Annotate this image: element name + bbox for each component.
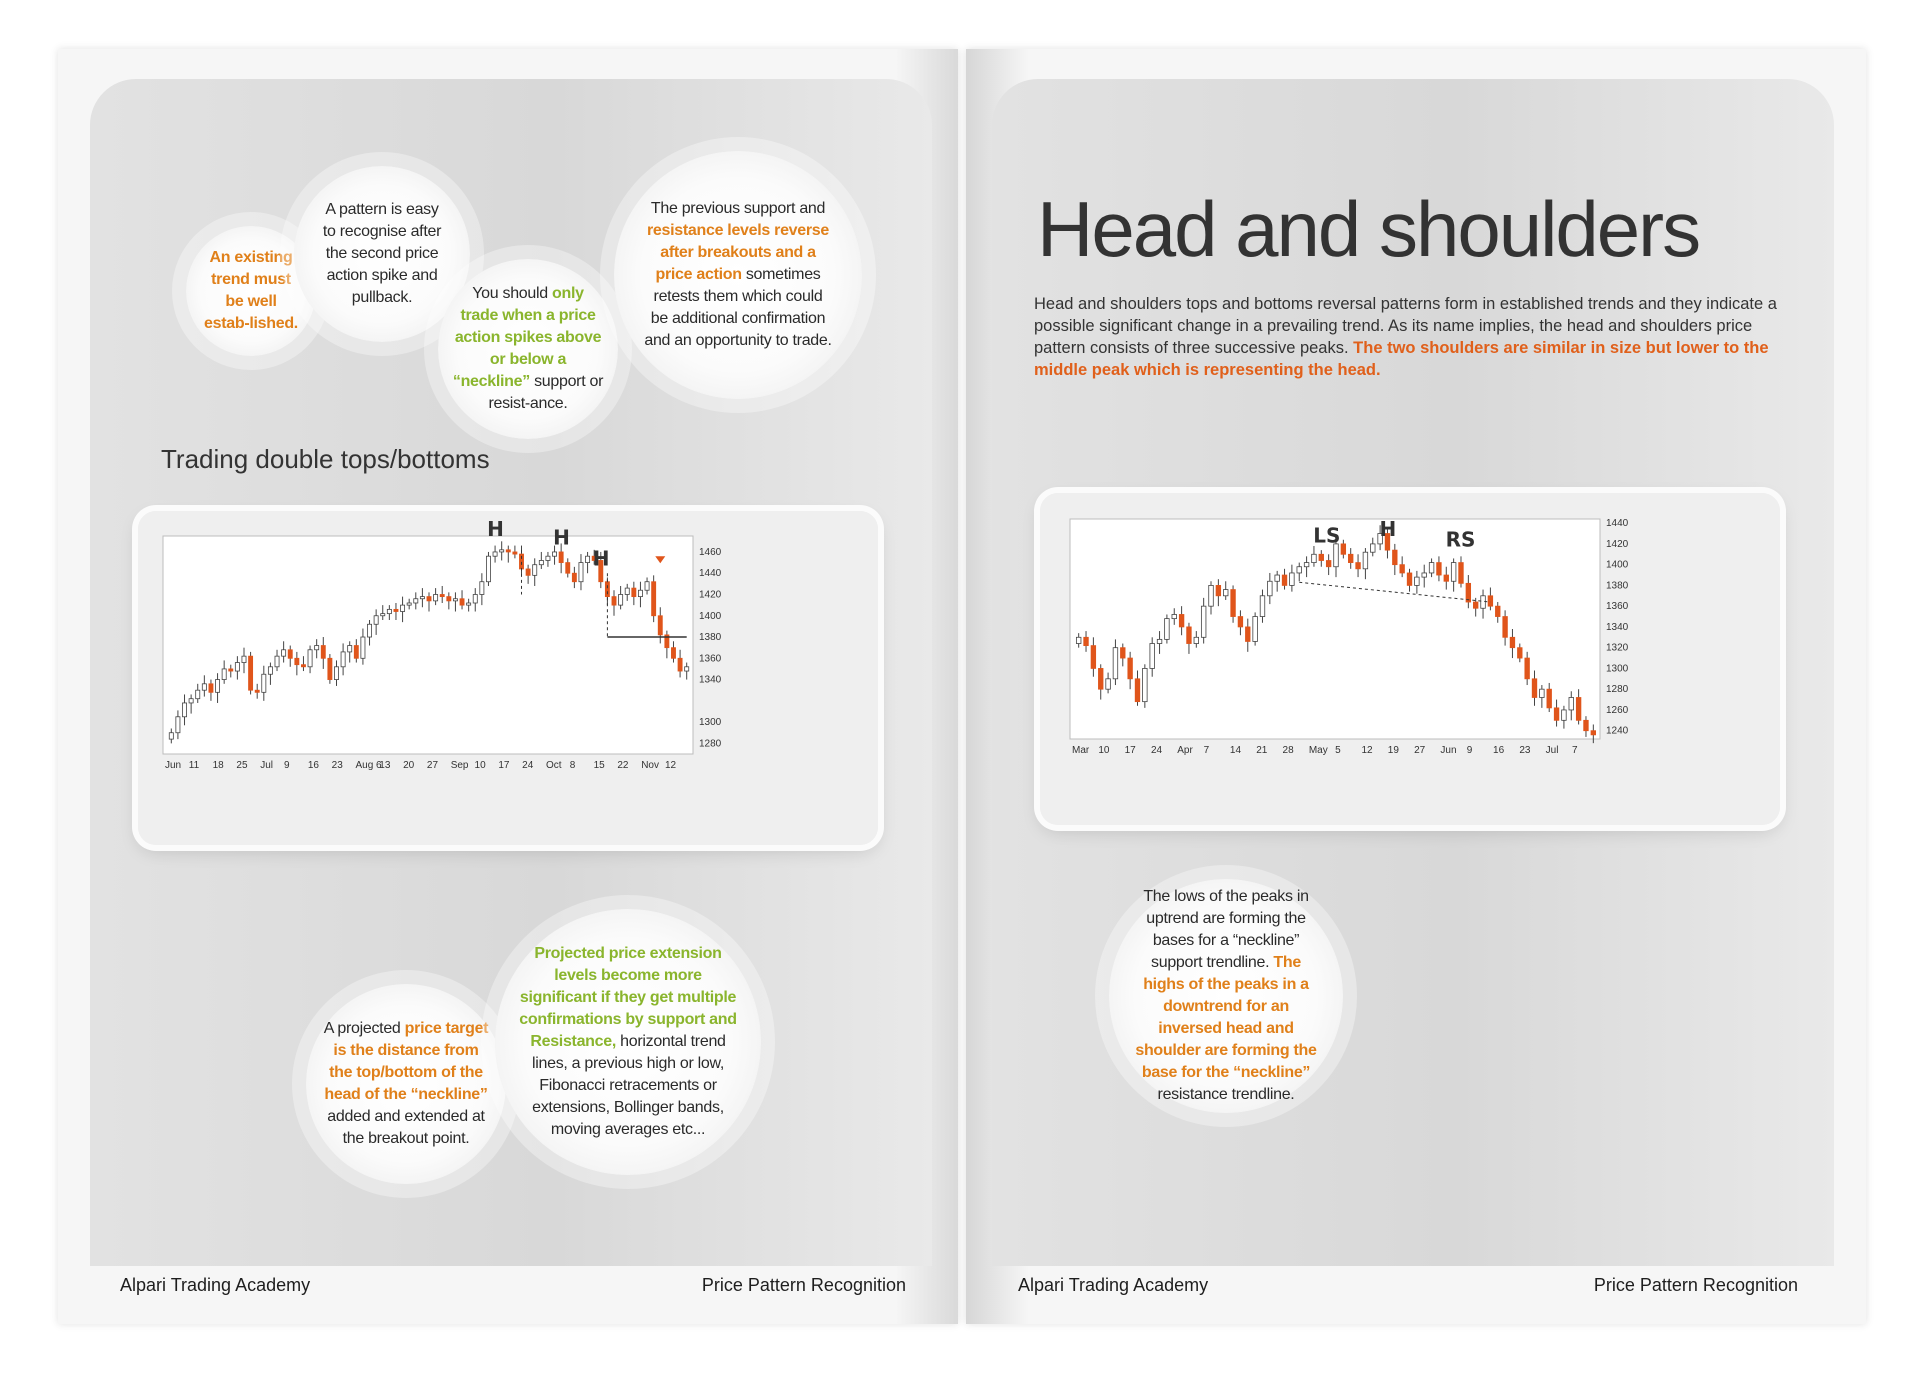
candle-down <box>1356 563 1361 569</box>
y-tick-label: 1380 <box>1606 580 1629 592</box>
should-trade-pre: You should <box>472 285 553 302</box>
projected-target-highlight: price target is the distance from the top/bottom of the head of the “neckline” <box>324 1020 489 1103</box>
x-tick-label: 19 <box>1387 745 1399 756</box>
candle-up <box>1076 637 1081 643</box>
x-tick-label: 16 <box>307 760 319 771</box>
y-tick-label: 1280 <box>699 738 722 750</box>
candle-down <box>229 669 233 671</box>
candle-up <box>1201 606 1206 637</box>
candle-up <box>169 733 173 739</box>
x-tick-label: 14 <box>1229 745 1242 756</box>
y-tick-label: 1400 <box>699 610 722 622</box>
x-tick-label: 21 <box>1256 745 1268 756</box>
candle-up <box>1165 619 1170 640</box>
y-tick-label: 1320 <box>1606 642 1629 654</box>
candle-down <box>1098 668 1103 689</box>
candle-up <box>467 603 471 605</box>
candle-down <box>1341 544 1346 554</box>
neckline-highlight: The highs of the peaks in a downtrend for an inversed head and shoulder are forming the base for the “neckline” <box>1135 954 1317 1081</box>
x-tick-label: Sep <box>450 760 469 771</box>
section-title-double-tops: Trading double tops/bottoms <box>161 444 490 474</box>
x-tick-label: 12 <box>665 760 677 771</box>
x-tick-label: 24 <box>1150 745 1163 756</box>
y-tick-label: 1280 <box>1606 684 1629 696</box>
projected-target-post: added and extended at the breakout point. <box>327 1108 485 1147</box>
candle-down <box>612 597 616 606</box>
candle-down <box>652 582 656 616</box>
candle-up <box>625 588 629 594</box>
candle-down <box>605 582 609 597</box>
right-footer-brand: Alpari Trading Academy <box>1018 1275 1209 1295</box>
x-tick-label: 17 <box>1124 745 1136 756</box>
chart-plot-area <box>163 536 693 754</box>
left-footer-brand: Alpari Trading Academy <box>120 1275 311 1295</box>
x-tick-label: 23 <box>331 760 343 771</box>
bubble-previous-support-text <box>644 198 832 352</box>
candle-up <box>196 690 200 699</box>
bubble-extension-levels-text <box>515 943 741 1141</box>
candle-down <box>301 665 305 667</box>
candle-down <box>559 552 563 563</box>
x-tick-label: May <box>1308 745 1328 756</box>
candle-up <box>586 556 590 562</box>
candle-down <box>1459 563 1464 584</box>
y-tick-label: 1300 <box>699 717 722 729</box>
candle-up <box>401 605 405 611</box>
candle-up <box>539 560 543 564</box>
candle-up <box>493 552 497 556</box>
candle-up <box>189 699 193 703</box>
x-tick-label: Jun <box>165 760 182 771</box>
x-tick-label: 5 <box>1335 745 1341 756</box>
candle-up <box>473 594 477 603</box>
x-tick-label: 20 <box>403 760 415 771</box>
candle-up <box>1194 637 1199 643</box>
candle-down <box>1319 554 1324 560</box>
extension-levels-highlight: Projected price extension levels become more significant if they get multiple confirmations by support and Resistance, <box>519 945 737 1050</box>
page-title: Head and shoulders <box>1037 185 1700 273</box>
candle-up <box>1106 679 1111 689</box>
candle-up <box>1253 617 1258 642</box>
candle-up <box>579 563 583 582</box>
pattern-mark-label: LS <box>1313 523 1341 548</box>
candle-up <box>334 667 338 680</box>
candle-down <box>1518 648 1523 658</box>
candle-up <box>407 603 411 605</box>
candle-down <box>1547 689 1552 708</box>
candle-down <box>249 656 253 690</box>
x-tick-label: 9 <box>1466 745 1473 756</box>
candle-down <box>1282 575 1287 585</box>
candle-up <box>387 609 391 613</box>
candle-up <box>1540 689 1545 697</box>
x-tick-label: Oct <box>545 760 562 771</box>
candle-down <box>1128 658 1133 679</box>
brochure-spread <box>58 49 1866 1324</box>
candle-down <box>1525 658 1530 679</box>
candle-down <box>295 658 299 664</box>
x-tick-label: Nov <box>641 760 659 771</box>
candle-down <box>1091 646 1096 669</box>
candle-down <box>1495 606 1500 616</box>
previous-support-highlight: resistance levels reverse after breakouts and a price action <box>647 222 829 283</box>
candle-up <box>262 674 266 692</box>
candle-up <box>1268 581 1273 596</box>
candle-up <box>434 594 438 600</box>
candle-up <box>1113 648 1118 679</box>
pattern-mark-label: RS <box>1445 527 1476 552</box>
y-tick-label: 1240 <box>1606 725 1629 737</box>
pattern-mark-label: H <box>592 546 610 571</box>
candle-up <box>361 637 365 658</box>
candle-down <box>1473 602 1478 608</box>
projected-target-pre: A projected <box>323 1020 405 1037</box>
x-tick-label: 7 <box>1203 745 1210 756</box>
x-tick-label: 28 <box>1282 745 1294 756</box>
candle-down <box>427 597 431 601</box>
candle-down <box>440 594 444 596</box>
right-page <box>966 49 1866 1324</box>
y-tick-label: 1460 <box>699 546 722 558</box>
bubble-neckline-text <box>1131 886 1321 1106</box>
candle-up <box>420 597 424 599</box>
candle-up <box>453 599 457 601</box>
candle-up <box>275 656 279 667</box>
candle-up <box>546 556 550 560</box>
candle-down <box>513 552 517 554</box>
candle-down <box>1135 679 1140 702</box>
bubble-existing-trend-text: An existing trend must be well estab-lished. <box>204 249 298 332</box>
candle-up <box>235 663 239 672</box>
candle-up <box>1304 563 1309 567</box>
candle-up <box>222 669 226 680</box>
candle-down <box>1503 617 1508 638</box>
candle-down <box>1591 731 1596 735</box>
candle-down <box>394 609 398 611</box>
chart-head-shoulders-frame <box>1040 493 1780 825</box>
candle-up <box>1429 563 1434 573</box>
candle-down <box>1444 575 1449 581</box>
candle-up <box>685 667 689 671</box>
x-tick-label: 22 <box>617 760 629 771</box>
extension-levels-post: horizontal trend lines, a previous high or low, Fibonacci retracements or extensions, Bollinger bands, moving averages etc... <box>531 1033 726 1138</box>
candle-down <box>1216 585 1221 595</box>
candle-up <box>1422 573 1427 577</box>
candle-up <box>1363 552 1368 569</box>
x-tick-label: Mar <box>1072 745 1090 756</box>
previous-support-pre: The previous support and <box>650 200 826 217</box>
candle-up <box>414 599 418 603</box>
candle-down <box>1187 627 1192 644</box>
candle-down <box>1510 637 1515 647</box>
candle-up <box>202 684 206 690</box>
x-tick-label: 17 <box>498 760 510 771</box>
candle-down <box>1576 697 1581 720</box>
candle-down <box>632 588 636 597</box>
candle-up <box>348 646 352 652</box>
candle-up <box>1143 668 1148 701</box>
candle-up <box>486 556 490 582</box>
candle-down <box>255 690 259 692</box>
candle-up <box>533 565 537 576</box>
neckline-pre: The lows of the peaks in uptrend are forming the bases for a “neckline” support trendline. <box>1143 888 1309 971</box>
x-tick-label: 25 <box>236 760 248 771</box>
x-tick-label: Jul <box>260 760 274 771</box>
candle-up <box>341 652 345 667</box>
candle-up <box>216 680 220 693</box>
bubble-pattern-easy-text: A pattern is easy to recognise after the second price action spike and pullback. <box>322 201 442 306</box>
candle-down <box>1584 720 1589 730</box>
x-tick-label: 24 <box>522 760 534 771</box>
candle-down <box>1238 617 1243 627</box>
x-tick-label: Aug 6 <box>355 760 382 771</box>
candle-down <box>1348 554 1353 562</box>
chart-double-tops <box>138 511 878 845</box>
y-tick-label: 1340 <box>699 674 722 686</box>
x-tick-label: 16 <box>1493 745 1505 756</box>
candle-down <box>447 597 451 601</box>
candle-down <box>1121 648 1126 658</box>
candle-up <box>1312 554 1317 562</box>
x-tick-label: 27 <box>426 760 439 771</box>
candle-down <box>1084 637 1089 645</box>
candle-down <box>209 684 213 693</box>
y-tick-label: 1360 <box>699 653 722 665</box>
y-tick-label: 1420 <box>1606 538 1629 550</box>
x-tick-label: Jul <box>1545 745 1559 756</box>
candle-up <box>480 582 484 595</box>
x-tick-label: 10 <box>474 760 486 771</box>
candle-up <box>1275 575 1280 581</box>
bubble-should-trade-text <box>452 283 604 415</box>
candle-up <box>1223 590 1228 596</box>
candle-down <box>1554 708 1559 720</box>
candle-up <box>1290 573 1295 585</box>
candle-down <box>572 573 576 582</box>
left-page <box>58 49 958 1324</box>
right-footer-section: Price Pattern Recognition <box>1593 1275 1798 1295</box>
left-footer-section: Price Pattern Recognition <box>701 1275 906 1295</box>
candle-up <box>1562 710 1567 720</box>
x-tick-label: 13 <box>379 760 391 771</box>
bubble-projected-target-text <box>320 1018 492 1150</box>
candle-up <box>500 550 504 552</box>
candle-up <box>242 656 246 662</box>
pattern-mark-label: H <box>487 516 504 541</box>
candle-up <box>619 594 623 605</box>
candle-down <box>678 658 682 671</box>
should-trade-post: support or resist-ance. <box>488 373 604 412</box>
candle-down <box>1400 565 1405 573</box>
y-tick-label: 1260 <box>1606 704 1629 716</box>
intro-highlight: The two shoulders are similar in size but lower to the middle peak which is representing the head. <box>1034 339 1769 379</box>
candle-down <box>506 550 510 552</box>
pattern-mark-label: H <box>553 525 570 550</box>
candle-down <box>526 569 530 575</box>
candle-up <box>1150 644 1155 669</box>
y-tick-label: 1300 <box>1606 663 1629 675</box>
candle-up <box>176 717 180 733</box>
candle-down <box>671 648 675 659</box>
candle-up <box>1370 544 1375 552</box>
candle-up <box>182 703 186 717</box>
candle-up <box>645 582 649 591</box>
candle-up <box>1297 567 1302 573</box>
x-tick-label: 12 <box>1361 745 1373 756</box>
bubble-extension-levels <box>495 909 761 1175</box>
x-tick-label: 27 <box>1414 745 1426 756</box>
x-tick-label: 10 <box>1098 745 1110 756</box>
x-tick-label: 8 <box>569 760 576 771</box>
candle-up <box>1481 596 1486 608</box>
candle-up <box>1157 639 1162 643</box>
previous-support-post: sometimes retests them which could be additional confirmation and an opportunity to trade. <box>644 266 832 349</box>
candle-down <box>566 563 570 574</box>
bubble-neckline <box>1109 879 1343 1113</box>
candle-up <box>315 646 319 650</box>
candle-up <box>282 650 286 656</box>
y-tick-label: 1440 <box>699 568 722 580</box>
neckline-post: resistance trendline. <box>1157 1086 1295 1103</box>
intro-text: Head and shoulders tops and bottoms reversal patterns form in established trends and they indicate a possible significant change in a prevailing trend. As its name implies, the head and shoulders price pattern consists of three successive peaks. <box>1034 295 1777 357</box>
x-tick-label: 23 <box>1519 745 1531 756</box>
candle-down <box>460 599 464 605</box>
x-tick-label: Jun <box>1440 745 1457 756</box>
candle-down <box>1245 627 1250 642</box>
x-tick-label: 7 <box>1572 745 1578 756</box>
candle-up <box>1260 596 1265 617</box>
candle-up <box>374 616 378 625</box>
candle-up <box>1209 585 1214 606</box>
candle-up <box>367 624 371 637</box>
y-tick-label: 1400 <box>1606 559 1629 571</box>
x-tick-label: 18 <box>212 760 224 771</box>
y-tick-label: 1360 <box>1606 601 1629 613</box>
bubble-projected-target <box>306 984 506 1184</box>
candle-down <box>1488 596 1493 606</box>
candle-up <box>638 590 642 596</box>
x-tick-label: Apr <box>1177 745 1193 756</box>
candle-down <box>1532 679 1537 698</box>
pattern-mark-label: H <box>1379 517 1397 542</box>
candle-down <box>321 646 325 659</box>
candle-down <box>1437 563 1442 575</box>
candle-up <box>381 614 385 616</box>
bubble-should-trade <box>438 259 618 439</box>
y-tick-label: 1380 <box>699 632 722 644</box>
intro-paragraph <box>1034 293 1802 381</box>
x-tick-label: 15 <box>593 760 605 771</box>
chart-double-tops-frame <box>138 511 878 845</box>
candle-up <box>1172 614 1177 618</box>
candle-down <box>354 646 358 659</box>
should-trade-highlight: only trade when a price action spikes above or below a “neckline” <box>452 285 602 390</box>
candle-down <box>328 658 332 679</box>
candle-up <box>1451 563 1456 582</box>
chart-head-shoulders <box>1040 493 1780 825</box>
candle-up <box>1569 697 1574 709</box>
candle-up <box>552 552 556 556</box>
y-tick-label: 1420 <box>699 589 722 601</box>
bubble-previous-support <box>614 151 862 399</box>
candle-up <box>268 667 272 674</box>
candle-up <box>308 650 312 667</box>
candle-down <box>658 616 662 635</box>
candle-down <box>1179 614 1184 626</box>
x-tick-label: 11 <box>188 760 200 771</box>
candle-down <box>1326 561 1331 567</box>
candle-down <box>288 650 292 659</box>
candle-down <box>1393 550 1398 565</box>
y-tick-label: 1440 <box>1606 518 1629 530</box>
x-tick-label: 9 <box>284 760 290 771</box>
y-tick-label: 1340 <box>1606 621 1629 633</box>
candle-down <box>1407 573 1412 585</box>
candle-up <box>1415 577 1420 585</box>
candle-down <box>1231 590 1236 617</box>
